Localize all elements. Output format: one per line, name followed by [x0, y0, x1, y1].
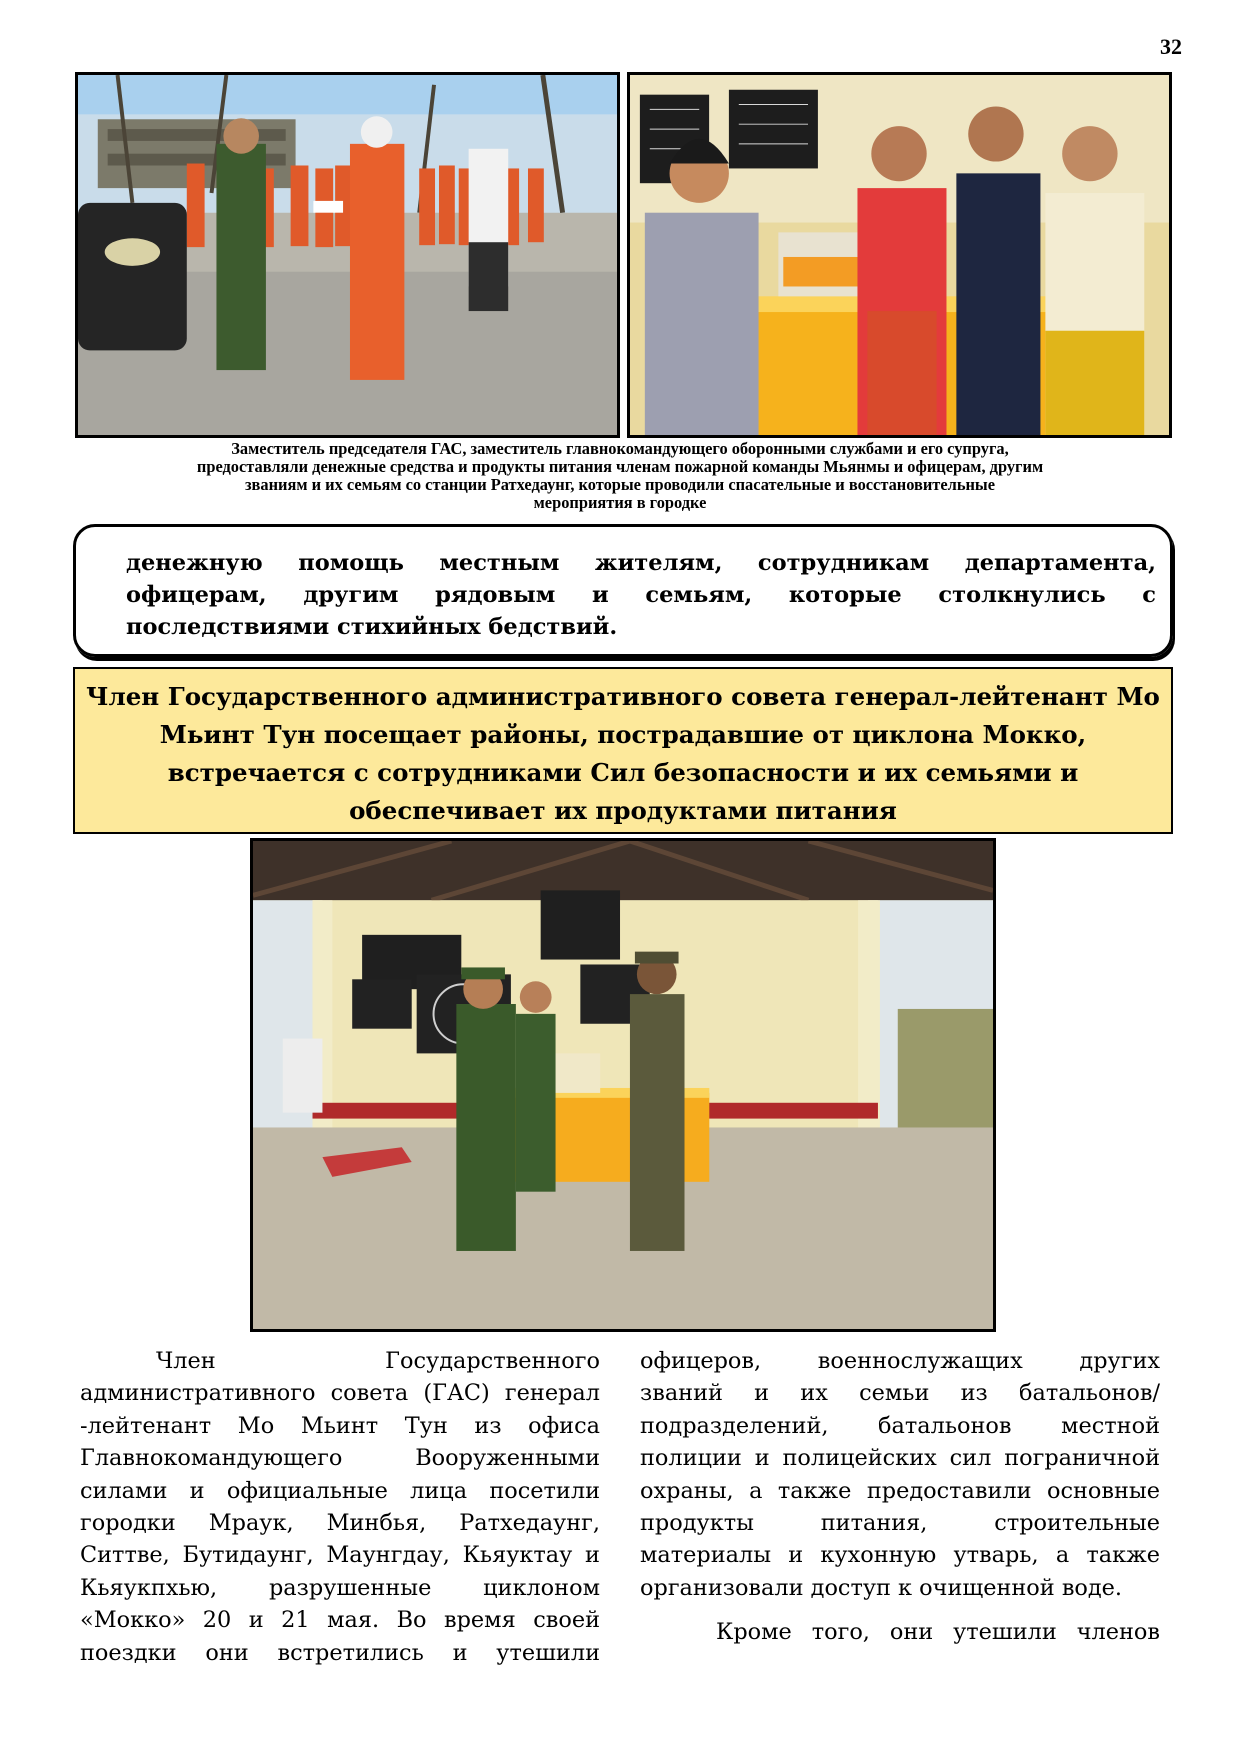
article-line: продукты питания, строительные	[640, 1510, 1160, 1537]
page-number: 32	[1160, 34, 1182, 59]
article-line: «Мокко» 20 и 21 мая. Во время своей	[80, 1607, 600, 1634]
article-line: званий и их семьи из батальонов/	[640, 1380, 1160, 1407]
photo-food-distribution-women-image	[630, 75, 1169, 435]
photo-ceremony-firefighters-image	[78, 75, 617, 435]
article-line: организовали доступ к очищенной воде.	[640, 1574, 1123, 1601]
article-line: административного совета (ГАС) генерал	[80, 1380, 600, 1407]
article-line: Главнокомандующего Вооруженными	[80, 1445, 600, 1472]
article-column-left	[80, 1345, 600, 1669]
article-line: городки Мраук, Минбья, Ратхедаунг,	[80, 1510, 600, 1537]
photo-officers-handover-image	[253, 841, 993, 1329]
headline-line: встречается с сотрудниками Сил безопасности и их семьями и	[167, 758, 1079, 787]
article-line: силами и официальные лица посетили	[80, 1477, 600, 1504]
article-line: материалы и кухонную утварь, а также	[640, 1542, 1160, 1569]
continuation-text: денежную помощь местным жителям, сотрудникам департамента, офицерам, другим рядовым и семьям, которые столкнулись с последствиями стихийных бедствий.	[126, 550, 1156, 640]
article-line: Кроме того, они утешили членов	[716, 1619, 1160, 1646]
article-headline	[73, 667, 1173, 834]
article-line: Кьяукпхью, разрушенные циклоном	[80, 1574, 600, 1601]
article-line: подразделений, батальонов местной	[640, 1412, 1160, 1439]
article-line: -лейтенант Мо Мьинт Тун из офиса	[80, 1412, 600, 1439]
headline-line: Мьинт Тун посещает районы, пострадавшие от циклона Мокко,	[159, 720, 1087, 749]
caption-line: Заместитель председателя ГАС, заместитель главнокомандующего оборонными службами и его супруга,	[231, 439, 1009, 458]
headline-line: Член Государственного административного совета генерал-лейтенант Мо	[86, 682, 1160, 711]
article-line: офицеров, военнослужащих других	[640, 1348, 1160, 1374]
caption-line: предоставляли денежные средства и продукты питания членам пожарной команды Мьянмы и офицерам, другим	[196, 457, 1044, 476]
photo-food-distribution-women	[627, 72, 1172, 438]
headline-line: обеспечивает их продуктами питания	[349, 796, 897, 825]
caption-line: мероприятия в городке	[533, 493, 707, 512]
article-line: поездки они встретились и утешили	[80, 1639, 600, 1666]
continuation-box	[73, 524, 1173, 657]
article-line: полиции и полицейских сил пограничной	[640, 1445, 1160, 1472]
photo-caption	[70, 440, 1170, 512]
article-line: охраны, а также предоставили основные	[640, 1477, 1160, 1504]
photo-officers-handover	[250, 838, 996, 1332]
article-line: Ситтве, Бутидаунг, Маунгдау, Кьяуктау и	[80, 1542, 600, 1569]
caption-line: званиям и их семьям со станции Ратхедаунг, которые проводили спасательные и восстановительные	[244, 475, 996, 494]
article-line: Член Государственного	[156, 1348, 600, 1374]
article-column-right	[640, 1345, 1160, 1649]
photo-ceremony-firefighters	[75, 72, 620, 438]
